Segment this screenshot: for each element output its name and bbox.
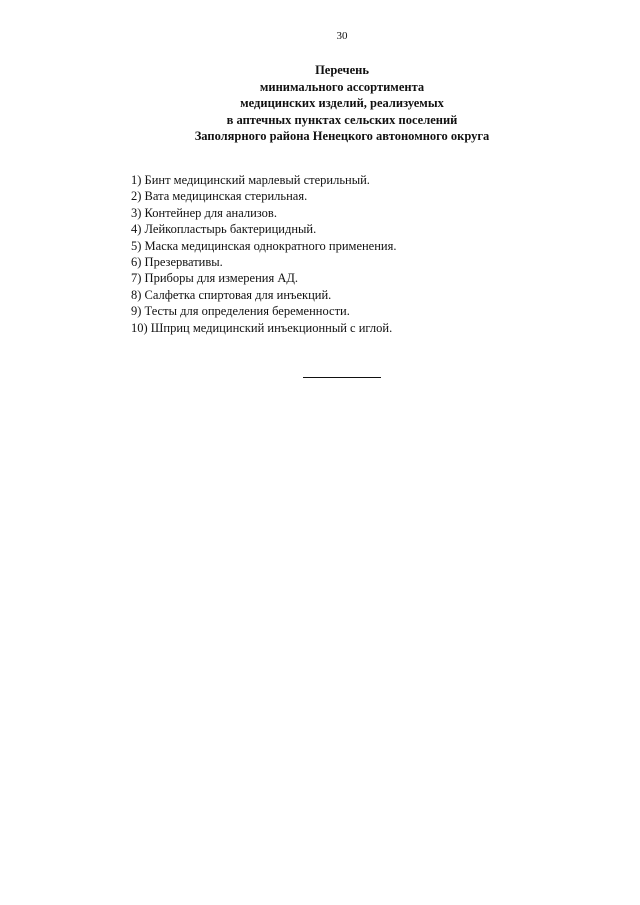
list-item: 1) Бинт медицинский марлевый стерильный. bbox=[131, 173, 370, 187]
end-divider bbox=[303, 377, 381, 378]
list-item: 10) Шприц медицинский инъекционный с иглой. bbox=[131, 320, 393, 335]
items-list bbox=[131, 172, 396, 336]
list-item: 9) Тесты для определения беременности. bbox=[131, 304, 350, 319]
document-title bbox=[0, 62, 640, 145]
title-line: Заполярного района Ненецкого автономного округа bbox=[194, 129, 490, 143]
title-line: Перечень bbox=[315, 63, 369, 77]
list-item: 3) Контейнер для анализов. bbox=[131, 205, 277, 220]
list-item: 5) Маска медицинская однократного применения. bbox=[131, 238, 397, 253]
page-number: 30 bbox=[336, 30, 348, 42]
title-line: медицинских изделий, реализуемых bbox=[240, 96, 444, 110]
list-item: 6) Презервативы. bbox=[131, 255, 223, 270]
title-line: в аптечных пунктах сельских поселений bbox=[226, 112, 458, 127]
list-item: 4) Лейкопластырь бактерицидный. bbox=[131, 222, 317, 237]
list-item: 2) Вата медицинская стерильная. bbox=[131, 189, 308, 204]
title-line: минимального ассортимента bbox=[259, 79, 425, 94]
list-item: 8) Салфетка спиртовая для инъекций. bbox=[131, 287, 332, 302]
list-item: 7) Приборы для измерения АД. bbox=[131, 271, 298, 286]
